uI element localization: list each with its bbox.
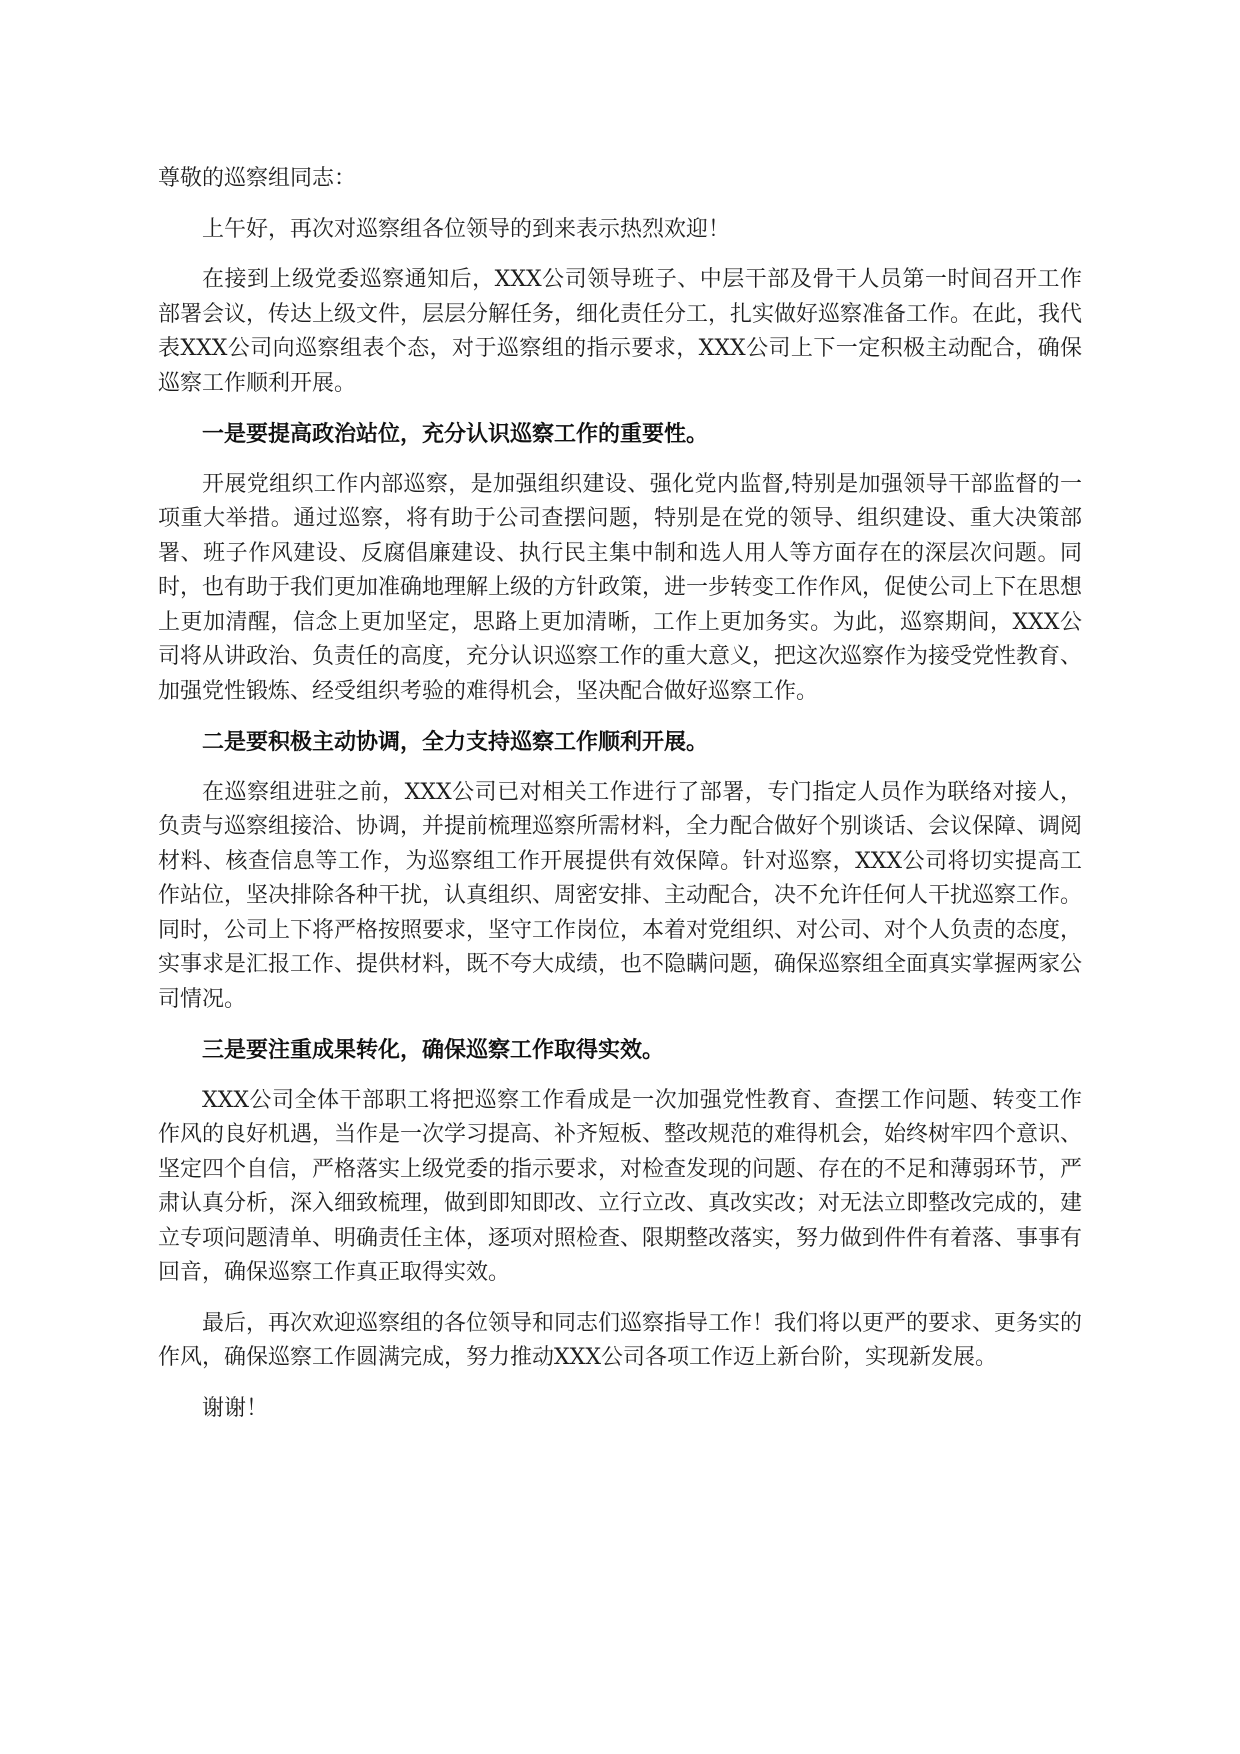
section-body-1: 开展党组织工作内部巡察，是加强组织建设、强化党内监督,特别是加强领导干部监督的一项重大举措。通过巡察，将有助于公司查摆问题，特别是在党的领导、组织建设、重大决策部署、班子作风建设、反腐倡廉建设、执行民主集中制和选人用人等方面存在的深层次问题。同时，也有助于我们更加准确地理解上级的方针政策，进一步转变工作作风，促使公司上下在思想上更加清醒，信念上更加坚定，思路上更加清晰，工作上更加务实。为此，巡察期间，XXX公司将从讲政治、负责任的高度，充分认识巡察工作的重大意义，把这次巡察作为接受党性教育、加强党性锻炼、经受组织考验的难得机会，坚决配合做好巡察工作。 bbox=[158, 471, 1083, 704]
closing-paragraph: 最后，再次欢迎巡察组的各位领导和同志们巡察指导工作！我们将以更严的要求、更务实的作风，确保巡察工作圆满完成，努力推动XXX公司各项工作迈上新台阶，实现新发展。 bbox=[158, 1310, 1083, 1370]
salutation: 尊敬的巡察组同志： bbox=[158, 166, 357, 191]
section-heading-2: 二是要积极主动协调，全力支持巡察工作顺利开展。 bbox=[202, 729, 709, 755]
speech-body bbox=[158, 162, 1082, 1442]
section-body-3: XXX公司全体干部职工将把巡察工作看成是一次加强党性教育、查摆工作问题、转变工作作风的良好机遇，当作是一次学习提高、补齐短板、整改规范的难得机会，始终树牢四个意识、坚定四个自信，严格落实上级党委的指示要求，对检查发现的问题、存在的不足和薄弱环节，严肃认真分析，深入细致梳理，做到即知即改、立行立改、真改实改；对无法立即整改完成的，建立专项问题清单、明确责任主体，逐项对照检查、限期整改落实，努力做到件件有着落、事事有回音，确保巡察工作真正取得实效。 bbox=[158, 1087, 1083, 1285]
greeting-paragraph: 上午好，再次对巡察组各位领导的到来表示热烈欢迎！ bbox=[202, 216, 731, 242]
section-heading-1: 一是要提高政治站位，充分认识巡察工作的重要性。 bbox=[202, 421, 709, 447]
thanks-line: 谢谢！ bbox=[202, 1395, 269, 1421]
section-heading-3: 三是要注重成果转化，确保巡察工作取得实效。 bbox=[202, 1037, 665, 1063]
section-body-2: 在巡察组进驻之前，XXX公司已对相关工作进行了部署，专门指定人员作为联络对接人，负责与巡察组接洽、协调，并提前梳理巡察所需材料，全力配合做好个别谈话、会议保障、调阅材料、核查信息等工作，为巡察组工作开展提供有效保障。针对巡察，XXX公司将切实提高工作站位，坚决排除各种干扰，认真组织、周密安排、主动配合，决不允许任何人干扰巡察工作。同时，公司上下将严格按照要求，坚守工作岗位，本着对党组织、对公司、对个人负责的态度，实事求是汇报工作、提供材料，既不夸大成绩，也不隐瞒问题，确保巡察组全面真实掌握两家公司情况。 bbox=[158, 779, 1083, 1012]
intro-paragraph: 在接到上级党委巡察通知后，XXX公司领导班子、中层干部及骨干人员第一时间召开工作部署会议，传达上级文件，层层分解任务，细化责任分工，扎实做好巡察准备工作。在此，我代表XXX公司向巡察组表个态，对于巡察组的指示要求，XXX公司上下一定积极主动配合，确保巡察工作顺利开展。 bbox=[158, 267, 1083, 396]
